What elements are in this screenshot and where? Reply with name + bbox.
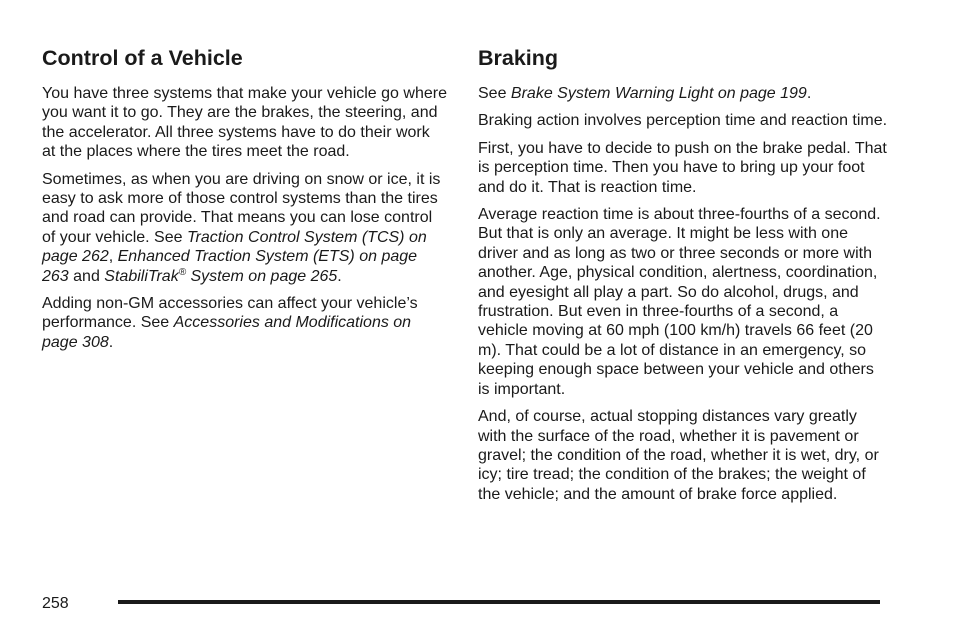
- paragraph-brake-see: [478, 84, 888, 103]
- paragraph-text: See: [478, 85, 511, 102]
- paragraph-perception-time: First, you have to decide to push on the brake pedal. That is perception time. Then you have to bring up your foot and do it. That is reaction time.: [478, 139, 887, 196]
- separator: and: [68, 267, 105, 285]
- period: .: [337, 267, 342, 285]
- paragraph-control-limits: [42, 170, 447, 286]
- cross-reference-stabilitrak: [104, 268, 337, 285]
- page-number: 258: [42, 595, 69, 612]
- section-heading-control: Control of a Vehicle: [42, 46, 243, 70]
- registered-mark: ®: [178, 266, 187, 278]
- stabilitrak-name: StabiliTrak: [104, 267, 179, 285]
- paragraph-text: Sometimes, as when you are driving on snow or ice, it is easy to ask more of those control systems than the tires and road can provide. That means you can lose control of your vehicle. See: [42, 170, 441, 246]
- footer-rule: [118, 600, 880, 604]
- paragraph-reaction-time: Average reaction time is about three-fourths of a second. But that is only an average. It might be less with one driver and as long as two or three seconds or more with another. Age, physical condition, alertness, coordination, and eyesight all play a part. So do alcohol, drugs, and frustration. But even in three-fourths of a second, a vehicle moving at 60 mph (100 km/h) travels 66 feet (20 m). That could be a lot of distance in an emergency, so keeping enough space between your vehicle and others is important.: [478, 206, 881, 398]
- right-column: [478, 44, 888, 512]
- cross-reference-brake-warning: Brake System Warning Light on page 199: [510, 85, 807, 102]
- stabilitrak-page: System on page 265: [186, 267, 338, 285]
- section-heading-braking: Braking: [478, 46, 559, 70]
- paragraph-braking-action: Braking action involves perception time and reaction time.: [478, 112, 888, 130]
- cross-reference-ets: Enhanced Traction System (ETS) on page 263: [42, 248, 418, 285]
- cross-reference-accessories: Accessories and Modifications on page 308: [42, 314, 412, 351]
- paragraph-text: Adding non-GM accessories can affect your vehicle’s performance. See: [42, 295, 418, 332]
- period: .: [108, 333, 114, 351]
- period: .: [806, 85, 812, 102]
- paragraph-stopping-distances: And, of course, actual stopping distances vary greatly with the surface of the road, whether it is pavement or gravel; the condition of the road, whether it is wet, dry, or icy; tire tread; the condition of the brakes; the weight of the vehicle; and the amount of brake force applied.: [478, 408, 879, 503]
- left-column: [42, 44, 447, 360]
- cross-reference-tcs: Traction Control System (TCS) on page 262: [42, 228, 427, 266]
- paragraph-accessories: [42, 294, 447, 352]
- separator: ,: [108, 248, 118, 266]
- paragraph-control-intro: You have three systems that make your vehicle go where you want it to go. They are the brakes, the steering, and the accelerator. All three systems have to do their work at the places where the tires meet the road.: [42, 85, 447, 161]
